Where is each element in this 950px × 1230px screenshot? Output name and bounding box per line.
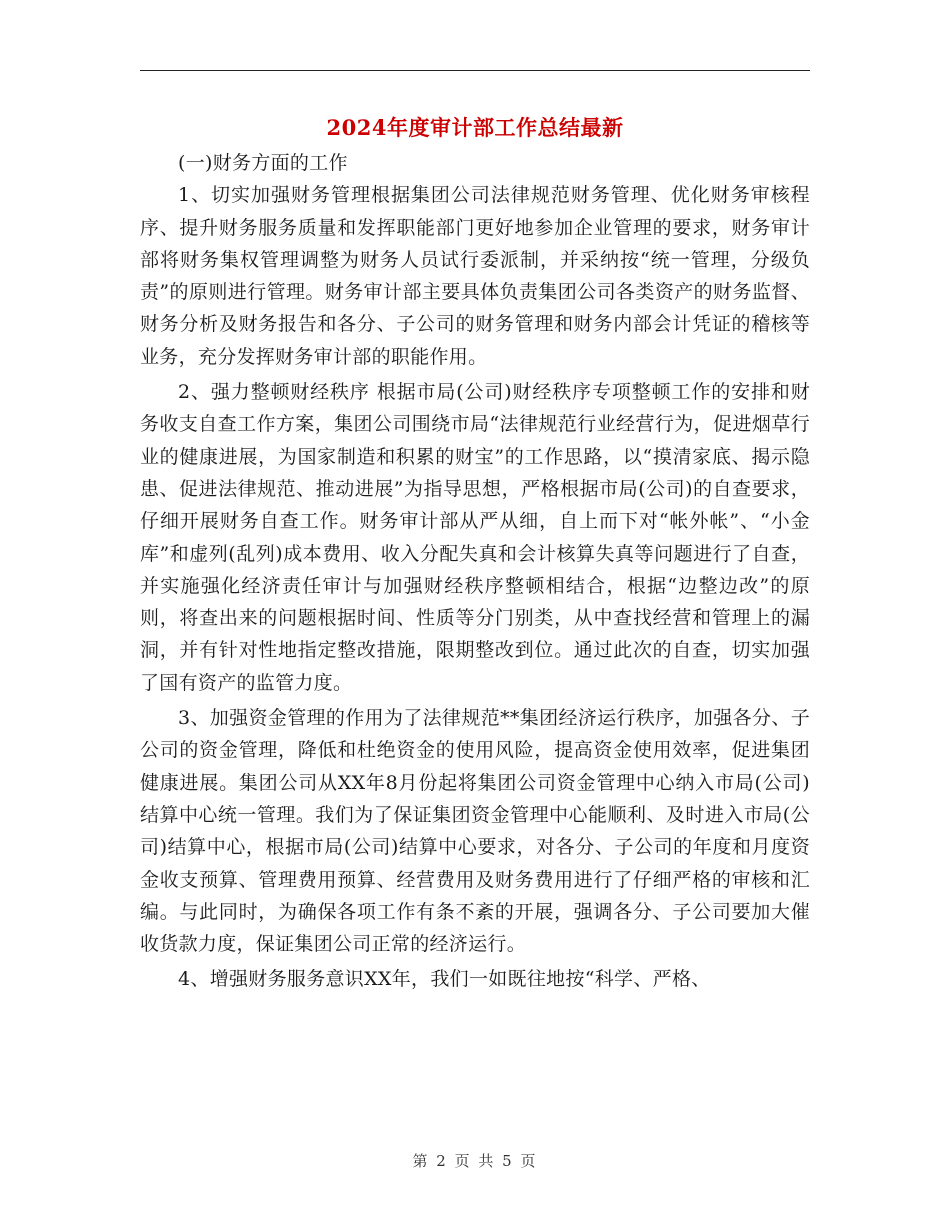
paragraph-3: 3、加强资金管理的作用为了法律规范**集团经济运行秩序，加强各分、子公司的资金管理，降低和杜绝资金的使用风险，提高资金使用效率，促进集团健康进展。集团公司从XX年8月份起将集团公司资金管理中心纳入市局(公司)结算中心统一管理。我们为了保证集团资金管理中心能顺利、及时进入市局(公司)结算中心，根据市局(公司)结算中心要求，对各分、子公司的年度和月度资金收支预算、管理费用预算、经营费用及财务费用进行了仔细严格的审核和汇编。与此同时，为确保各项工作有条不紊的开展，强调各分、子公司要加大催收货款力度，保证集团公司正常的经济运行。: [140, 707, 810, 956]
paragraph-2: 2、强力整顿财经秩序 根据市局(公司)财经秩序专项整顿工作的安排和财务收支自查工作方案，集团公司围绕市局“法律规范行业经营行为，促进烟草行业的健康进展，为国家制造和积累的财宝”的工作思路，以“摸清家底、揭示隐患、促进法律规范、推动进展”为指导思想，严格根据市局(公司)的自查要求，仔细开展财务自查工作。财务审计部从严从细，自上而下对“帐外帐”、“小金库”和虚列(乱列)成本费用、收入分配失真和会计核算失真等问题进行了自查，并实施强化经济责任审计与加强财经秩序整顿相结合，根据“边整边改”的原则，将查出来的问题根据时间、性质等分门别类，从中查找经营和管理上的漏洞，并有针对性地指定整改措施，限期整改到位。通过此次的自查，切实加强了国有资产的监管力度。: [140, 381, 810, 694]
document-body: [140, 147, 810, 999]
document-title: 2024年度审计部工作总结最新: [326, 115, 624, 140]
paragraph-1: 1、切实加强财务管理根据集团公司法律规范财务管理、优化财务审核程序、提升财务服务质量和发挥职能部门更好地参加企业管理的要求，财务审计部将财务集权管理调整为财务人员试行委派制，并采纳按“统一管理，分级负责”的原则进行管理。财务审计部主要具体负责集团公司各类资产的财务监督、财务分析及财务报告和各分、子公司的财务管理和财务内部会计凭证的稽核等业务，充分发挥财务审计部的职能作用。: [140, 184, 810, 368]
page-number-footer: 第 2 页 共 5 页: [412, 1152, 538, 1170]
header-rule: [140, 70, 810, 71]
paragraph-4: 4、增强财务服务意识XX年，我们一如既往地按“科学、严格、: [178, 968, 711, 991]
section-heading: (一)财务方面的工作: [178, 152, 348, 174]
